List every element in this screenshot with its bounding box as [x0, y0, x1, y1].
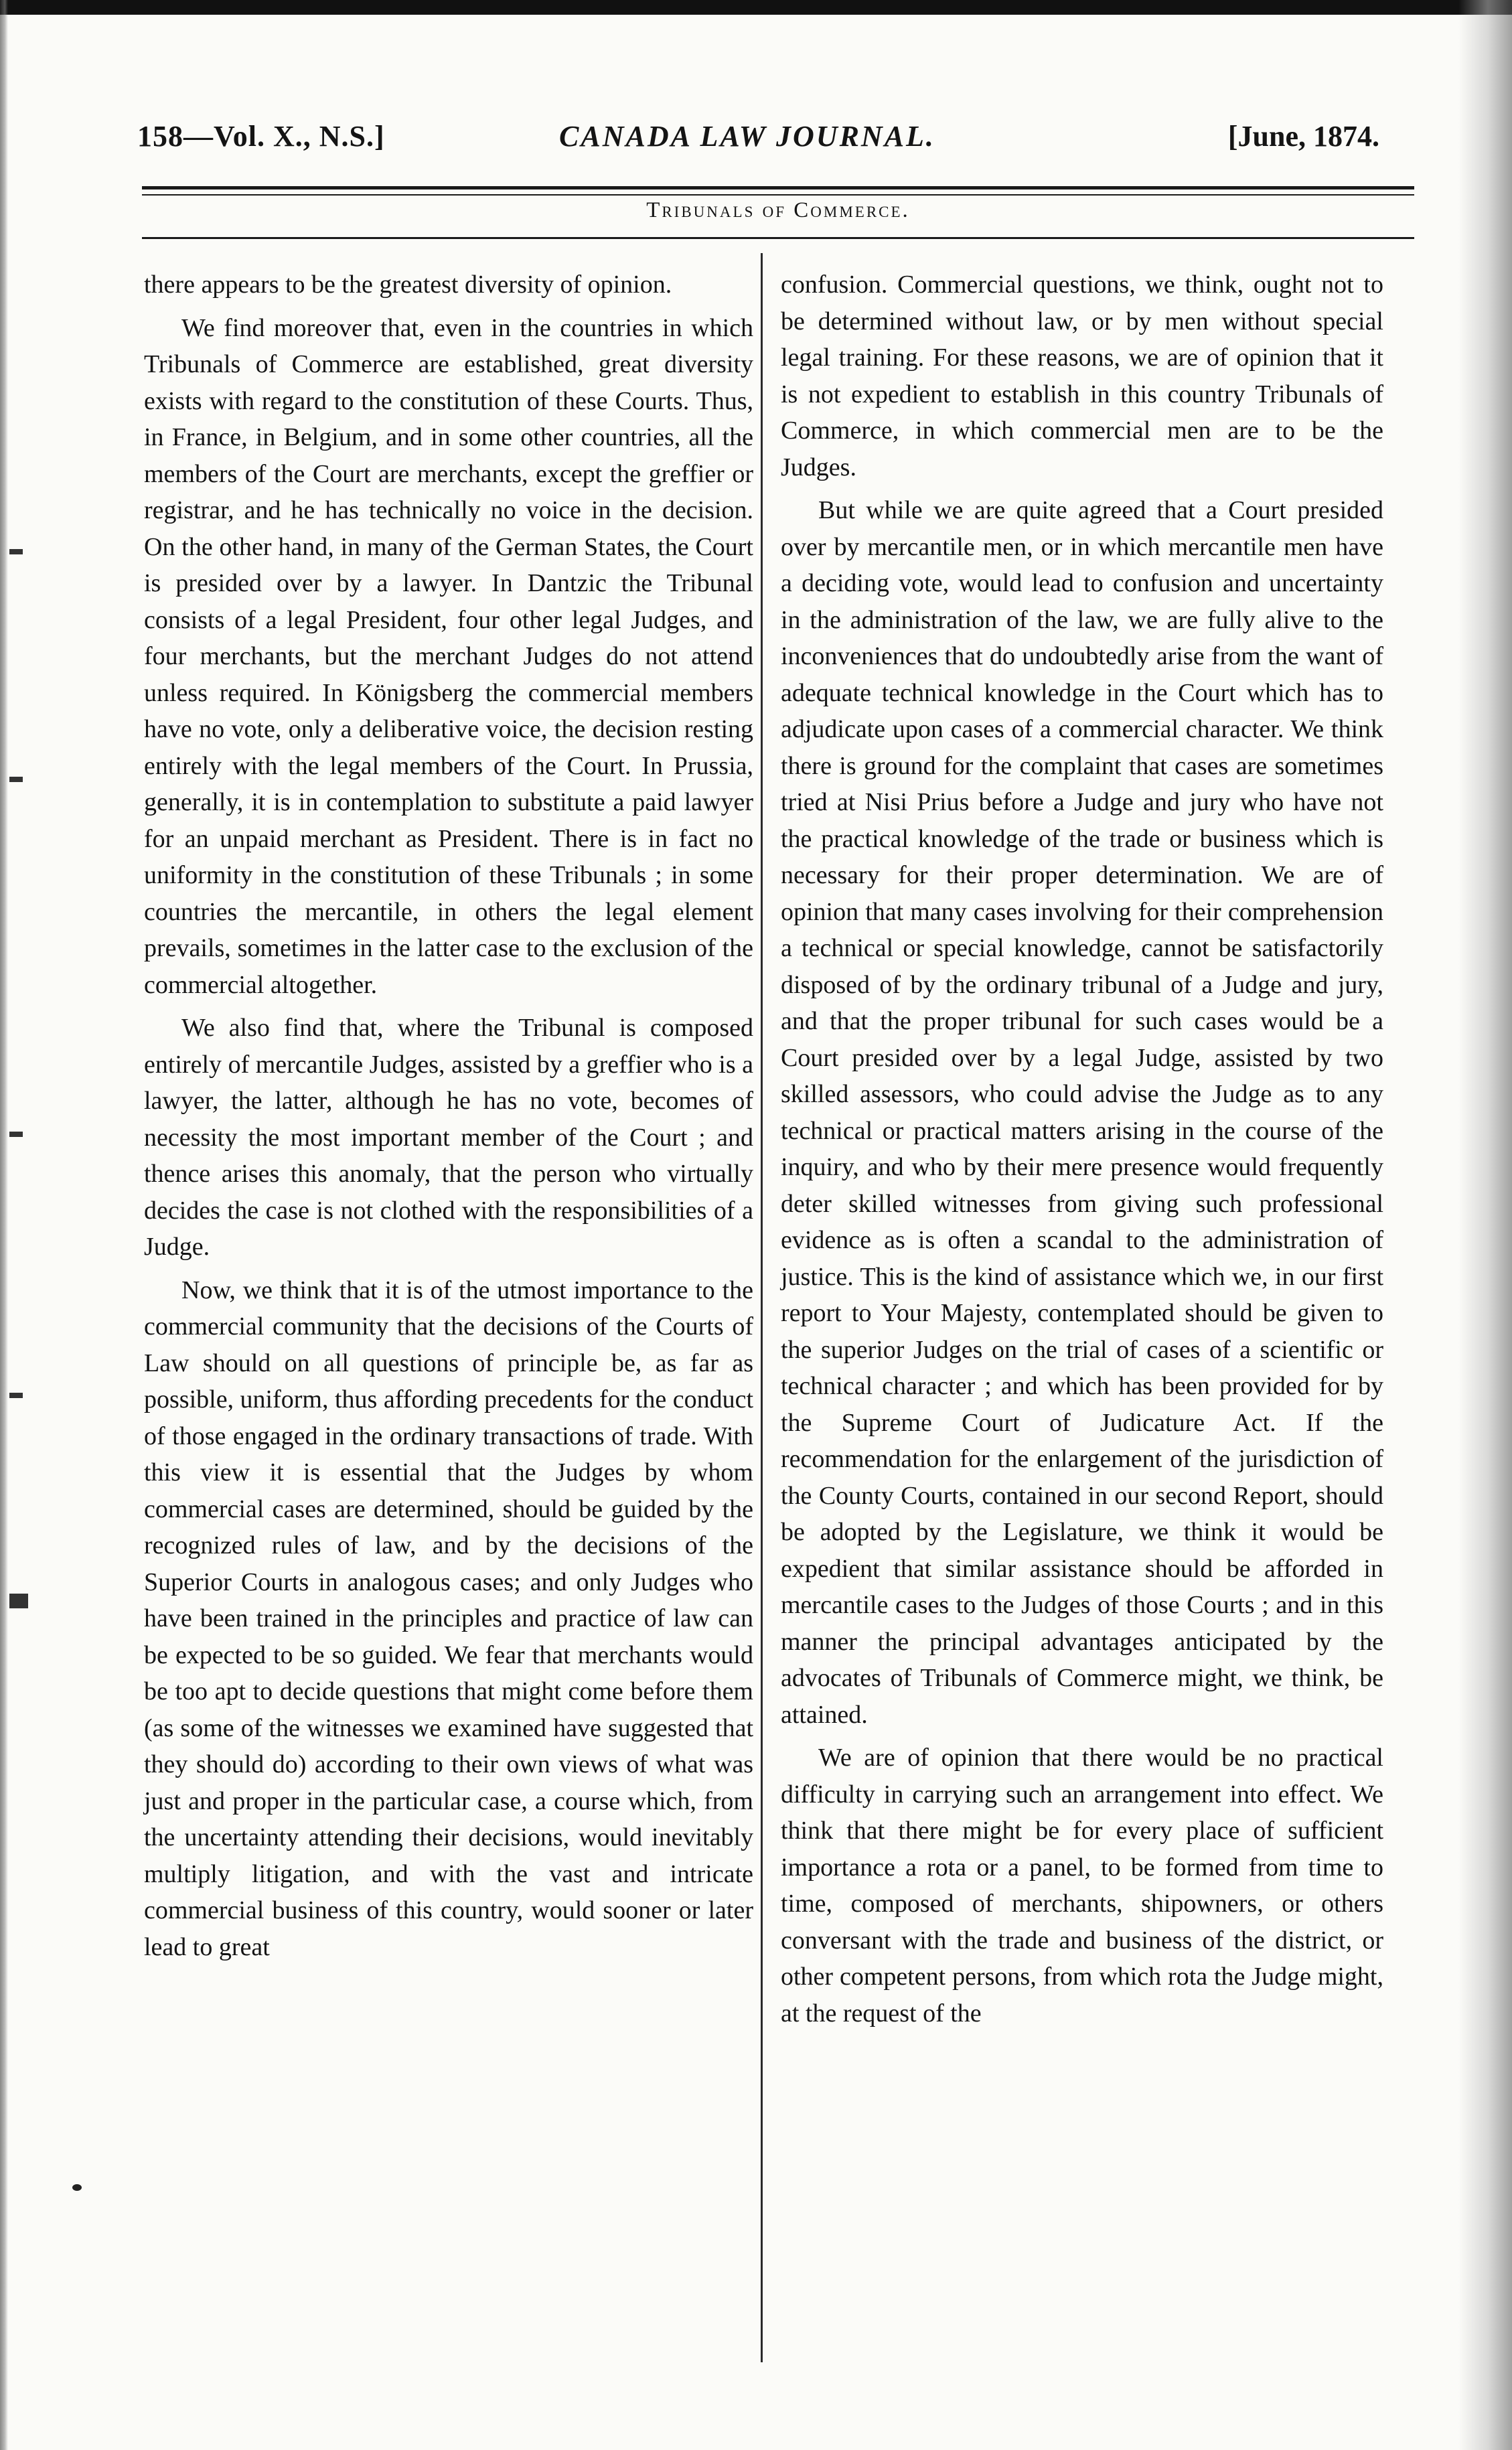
- right-paragraph-1: confusion. Commercial questions, we think, ought not to be determined without law, or by men without special legal training. For these reasons, we are of opinion that it is not expedient to establish in this country Tribunals of Commerce, in which commercial men are to be the Judges.: [781, 271, 1383, 481]
- left-paragraph-3: We also find that, where the Tribunal is composed entirely of mercantile Judges, assisted by a greffier who is a lawyer, the latter, although he has no vote, becomes of necessity the most important member of the Court ; and thence arises this anomaly, that the person who virtually decides the case is not clothed with the responsibilities of a Judge.: [144, 1014, 753, 1261]
- margin-speck: [9, 1393, 23, 1398]
- left-paragraph-2: We find moreover that, even in the countries in which Tribunals of Commerce are established, great diversity exists with regard to the constitution of these Courts. Thus, in France, in Belgium, and in some other countries, all the members of the Court are merchants, except the greffier or registrar, and he has technically no voice in the decision. On the other hand, in many of the German States, the Court is presided over by a lawyer. In Dantzic the Tribunal consists of a legal President, four other legal Judges, and four merchants, but the merchant Judges do not attend unless required. In Königsberg the commercial members have no vote, only a deliberative voice, the decision resting entirely with the legal members of the Court. In Prussia, generally, it is in contemplation to substitute a paid lawyer for an unpaid merchant as President. There is in fact no uniformity in the constitution of these Tribunals ; in some countries the mercantile, in others the legal element prevails, sometimes in the latter case to the exclusion of the commercial altogether.: [144, 313, 753, 999]
- journal-title: CANADA LAW JOURNAL.: [559, 120, 935, 153]
- margin-speck: [9, 1132, 23, 1137]
- stray-ink-dot: [72, 2184, 82, 2191]
- header-rule-thick: [142, 186, 1414, 189]
- scan-right-edge: [1458, 0, 1512, 2450]
- left-paragraph-1: there appears to be the greatest diversity of opinion.: [144, 271, 672, 299]
- page-volume-label: 158—Vol. X., N.S.]: [137, 120, 385, 153]
- margin-speck: [9, 1594, 28, 1608]
- left-column: [144, 266, 753, 1972]
- margin-speck: [9, 777, 23, 782]
- right-paragraph-2: But while we are quite agreed that a Court presided over by mercantile men, or in which mercantile men have a deciding vote, would lead to confusion and uncertainty in the administration of the law, we are fully alive to the inconveniences that do undoubtedly arise from the want of adequate technical knowledge in the Court which has to adjudicate upon cases of a commercial character. We think there is ground for the complaint that cases are sometimes tried at Nisi Prius before a Judge and jury who have not the practical knowledge of the trade or business which is necessary for their proper determination. We are of opinion that many cases involving for their comprehension a technical or special knowledge, cannot be satisfactorily disposed of by the ordinary tribunal of a Judge and jury, and that the proper tribunal for such cases would be a Court presided over by a legal Judge, assisted by two skilled assessors, who could advise the Judge as to any technical or practical matters arising in the course of the inquiry, and who by their mere presence would frequently deter skilled witnesses from giving such professional evidence as is often a scandal to the administration of justice. This is the kind of assistance which we, in our first report to Your Majesty, contemplated should be given to the superior Judges on the trial of cases of a scientific or technical character ; and which has been provided for by the Supreme Court of Judicature Act. If the recommendation for the enlargement of the jurisdiction of the County Courts, contained in our second Report, should be adopted by the Legislature, we think it would be expedient that similar assistance should be afforded in mercantile cases to the Judges of those Courts ; and in this manner the principal advantages anticipated by the advocates of Tribunals of Commerce might, we think, be attained.: [781, 496, 1383, 1729]
- left-paragraph-4: Now, we think that it is of the utmost importance to the commercial community that the decisions of the Courts of Law should on all questions of principle be, as far as possible, uniform, thus affording precedents for the conduct of those engaged in the ordinary transactions of trade. With this view it is essential that the Judges by whom commercial cases are determined, should be guided by the recognized rules of law, and by the decisions of the Superior Courts in analogous cases; and only Judges who have been trained in the principles and practice of law can be expected to be so guided. We fear that merchants would be too apt to decide questions that might come before them (as some of the witnesses we examined have suggested that they should do) according to their own views of what was just and proper in the particular case, a course which, from the uncertainty attending their decisions, would inevitably multiply litigation, and with the vast and intricate commercial business of this country, would sooner or later lead to great: [144, 1276, 754, 1961]
- right-column: [781, 266, 1383, 2038]
- section-title-rule: [142, 237, 1414, 239]
- scan-left-edge: [0, 0, 8, 2450]
- issue-date: [June, 1874.: [1227, 120, 1379, 153]
- margin-speck: [9, 549, 23, 554]
- scan-top-edge: [0, 0, 1512, 15]
- right-paragraph-3: We are of opinion that there would be no practical difficulty in carrying such an arrangement into effect. We think that there might be for every place of sufficient importance a rota or a panel, to be formed from time to time, composed of merchants, shipowners, or others conversant with the trade and business of the district, or other competent persons, from which rota the Judge might, at the request of the: [781, 1744, 1383, 2027]
- column-divider: [761, 253, 763, 2362]
- running-head: [137, 119, 1379, 173]
- header-rule-thin: [142, 194, 1414, 196]
- section-title: Tribunals of Commerce.: [646, 198, 910, 222]
